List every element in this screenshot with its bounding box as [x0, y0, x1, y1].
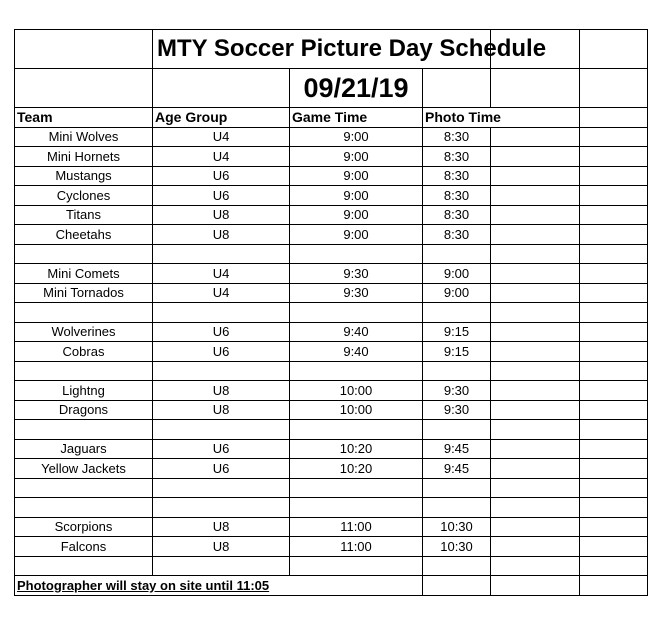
photo-time-cell: [423, 420, 491, 440]
age-group-cell: U6: [153, 322, 290, 342]
schedule-table: [14, 29, 648, 596]
photo-time-cell: 10:30: [423, 537, 491, 557]
game-time-cell: [290, 478, 423, 498]
photo-time-cell: 9:45: [423, 439, 491, 459]
age-group-cell: U8: [153, 381, 290, 401]
game-time-cell: [290, 303, 423, 323]
photo-time-cell: 9:15: [423, 322, 491, 342]
photo-time-cell: 9:45: [423, 459, 491, 479]
table-row: [15, 517, 648, 537]
game-time-cell: 9:30: [290, 283, 423, 303]
game-time-cell: 9:00: [290, 205, 423, 225]
schedule-date: 09/21/19: [290, 69, 423, 108]
age-group-cell: [153, 244, 290, 264]
age-group-cell: U6: [153, 342, 290, 362]
team-cell: Cheetahs: [15, 225, 153, 245]
team-cell: Mini Hornets: [15, 147, 153, 167]
team-cell: Yellow Jackets: [15, 459, 153, 479]
game-time-cell: 10:20: [290, 439, 423, 459]
age-group-cell: [153, 303, 290, 323]
age-group-cell: U4: [153, 147, 290, 167]
game-time-cell: 10:00: [290, 381, 423, 401]
table-row: [15, 556, 648, 576]
team-cell: Cyclones: [15, 186, 153, 206]
table-row: [15, 439, 648, 459]
game-time-cell: 10:20: [290, 459, 423, 479]
game-time-cell: [290, 361, 423, 381]
table-row: [15, 264, 648, 284]
team-cell: Titans: [15, 205, 153, 225]
age-group-cell: U8: [153, 205, 290, 225]
age-group-cell: U6: [153, 459, 290, 479]
photo-time-cell: [423, 244, 491, 264]
team-cell: [15, 420, 153, 440]
table-row: [15, 361, 648, 381]
age-group-cell: U8: [153, 517, 290, 537]
photo-time-cell: [423, 303, 491, 323]
game-time-cell: 11:00: [290, 537, 423, 557]
header-row: [15, 108, 648, 128]
age-group-cell: U4: [153, 264, 290, 284]
team-cell: Scorpions: [15, 517, 153, 537]
age-group-cell: U8: [153, 537, 290, 557]
team-cell: Mini Tornados: [15, 283, 153, 303]
header-team: Team: [15, 108, 153, 128]
age-group-cell: [153, 498, 290, 518]
photo-time-cell: 8:30: [423, 147, 491, 167]
photo-time-cell: 8:30: [423, 225, 491, 245]
team-cell: Mini Comets: [15, 264, 153, 284]
age-group-cell: [153, 478, 290, 498]
team-cell: [15, 361, 153, 381]
table-row: [15, 498, 648, 518]
team-cell: Mustangs: [15, 166, 153, 186]
age-group-cell: U4: [153, 283, 290, 303]
photo-time-cell: 8:30: [423, 205, 491, 225]
table-row: [15, 420, 648, 440]
age-group-cell: U6: [153, 186, 290, 206]
game-time-cell: 9:40: [290, 342, 423, 362]
game-time-cell: 9:30: [290, 264, 423, 284]
photo-time-cell: 10:30: [423, 517, 491, 537]
table-row: [15, 537, 648, 557]
age-group-cell: U8: [153, 400, 290, 420]
age-group-cell: U8: [153, 225, 290, 245]
game-time-cell: [290, 498, 423, 518]
game-time-cell: 11:00: [290, 517, 423, 537]
photo-time-cell: [423, 498, 491, 518]
table-row: [15, 400, 648, 420]
table-row: [15, 342, 648, 362]
team-cell: Cobras: [15, 342, 153, 362]
photo-time-cell: 9:00: [423, 264, 491, 284]
team-cell: [15, 498, 153, 518]
team-cell: Wolverines: [15, 322, 153, 342]
photo-time-cell: [423, 478, 491, 498]
table-row: [15, 186, 648, 206]
photo-time-cell: 9:30: [423, 381, 491, 401]
table-row: [15, 166, 648, 186]
game-time-cell: 9:00: [290, 186, 423, 206]
game-time-cell: [290, 420, 423, 440]
age-group-cell: U4: [153, 127, 290, 147]
header-age-group: Age Group: [153, 108, 290, 128]
table-row: [15, 459, 648, 479]
date-row: [15, 69, 648, 108]
age-group-cell: U6: [153, 166, 290, 186]
title-row: [15, 30, 648, 69]
team-cell: Jaguars: [15, 439, 153, 459]
game-time-cell: 9:00: [290, 127, 423, 147]
game-time-cell: 9:00: [290, 225, 423, 245]
game-time-cell: 9:40: [290, 322, 423, 342]
age-group-cell: [153, 361, 290, 381]
table-row: [15, 283, 648, 303]
photo-time-cell: 9:00: [423, 283, 491, 303]
header-game-time: Game Time: [290, 108, 423, 128]
team-cell: [15, 303, 153, 323]
game-time-cell: 9:00: [290, 147, 423, 167]
photo-time-cell: 8:30: [423, 127, 491, 147]
photo-time-cell: [423, 361, 491, 381]
photo-time-cell: 9:15: [423, 342, 491, 362]
table-row: [15, 381, 648, 401]
table-row: [15, 244, 648, 264]
game-time-cell: 9:00: [290, 166, 423, 186]
table-row: [15, 205, 648, 225]
table-row: [15, 322, 648, 342]
footer-row: [15, 576, 648, 596]
team-cell: [15, 244, 153, 264]
header-photo-time: Photo Time: [423, 108, 580, 128]
age-group-cell: [153, 556, 290, 576]
schedule-sheet: [14, 29, 647, 596]
page-title: MTY Soccer Picture Day Schedule: [153, 30, 491, 69]
photo-time-cell: 9:30: [423, 400, 491, 420]
table-row: [15, 478, 648, 498]
table-row: [15, 225, 648, 245]
table-row: [15, 303, 648, 323]
age-group-cell: U6: [153, 439, 290, 459]
team-cell: [15, 556, 153, 576]
team-cell: Dragons: [15, 400, 153, 420]
photographer-note: Photographer will stay on site until 11:05: [15, 576, 423, 596]
team-cell: Mini Wolves: [15, 127, 153, 147]
photo-time-cell: 8:30: [423, 186, 491, 206]
team-cell: Falcons: [15, 537, 153, 557]
table-row: [15, 127, 648, 147]
photo-time-cell: [423, 556, 491, 576]
game-time-cell: 10:00: [290, 400, 423, 420]
team-cell: [15, 478, 153, 498]
photo-time-cell: 8:30: [423, 166, 491, 186]
table-row: [15, 147, 648, 167]
team-cell: Lightng: [15, 381, 153, 401]
game-time-cell: [290, 556, 423, 576]
game-time-cell: [290, 244, 423, 264]
age-group-cell: [153, 420, 290, 440]
